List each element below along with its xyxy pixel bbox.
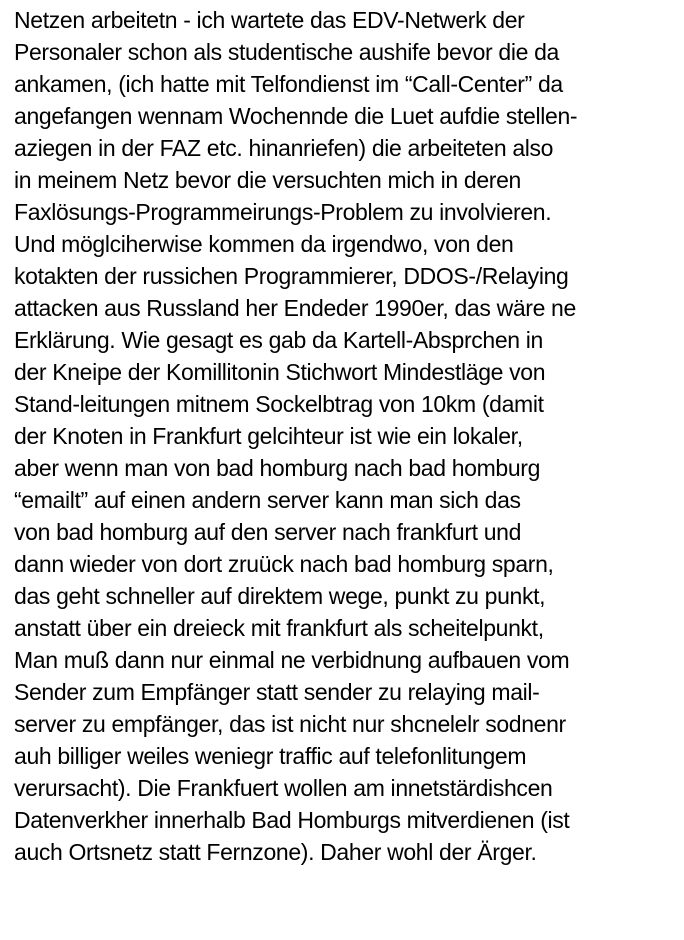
text-line: Erklärung. Wie gesagt es gab da Kartell-Absprchen in	[14, 327, 543, 353]
text-line: Datenverkher innerhalb Bad Homburgs mitverdienen (ist	[14, 807, 570, 833]
text-line: aber wenn man von bad homburg nach bad homburg	[14, 455, 541, 481]
text-line: “emailt” auf einen andern server kann man sich das	[14, 487, 521, 513]
text-line: auh billiger weiles weniegr traffic auf telefonlitungem	[14, 743, 527, 769]
text-line: attacken aus Russland her Endeder 1990er, das wäre ne	[14, 295, 576, 321]
text-line: das geht schneller auf direktem wege, punkt zu punkt,	[14, 583, 546, 609]
text-line: in meinem Netz bevor die versuchten mich in deren	[14, 167, 521, 193]
text-line: Faxlösungs-Programmeirungs-Problem zu involvieren.	[14, 199, 552, 225]
text-line: Personaler schon als studentische aushife bevor die da	[14, 39, 559, 65]
text-line: verursacht). Die Frankfuert wollen am innetstärdishcen	[14, 775, 553, 801]
text-line: Und möglciherwise kommen da irgendwo, von den	[14, 231, 514, 257]
text-line: kotakten der russichen Programmierer, DDOS-/Relaying	[14, 263, 569, 289]
text-line: der Kneipe der Komillitonin Stichwort Mindestläge von	[14, 359, 546, 385]
text-line: angefangen wennam Wochennde die Luet aufdie stellen-	[14, 103, 578, 129]
text-line: der Knoten in Frankfurt gelcihteur ist wie ein lokaler,	[14, 423, 523, 449]
text-line: anstatt über ein dreieck mit frankfurt als scheitelpunkt,	[14, 615, 544, 641]
text-line: Netzen arbeitetn - ich wartete das EDV-Netwerk der	[14, 7, 525, 33]
body-text	[14, 4, 682, 868]
text-line: server zu empfänger, das ist nicht nur shcnelelr sodnenr	[14, 711, 566, 737]
text-line: Stand-leitungen mitnem Sockelbtrag von 10km (damit	[14, 391, 544, 417]
text-line: Man muß dann nur einmal ne verbidnung aufbauen vom	[14, 647, 570, 673]
text-line: Sender zum Empfänger statt sender zu relaying mail-	[14, 679, 540, 705]
text-line: dann wieder von dort zruück nach bad homburg sparn,	[14, 551, 554, 577]
text-line: auch Ortsnetz statt Fernzone). Daher wohl der Ärger.	[14, 839, 537, 865]
text-line: aziegen in der FAZ etc. hinanriefen) die arbeiteten also	[14, 135, 554, 161]
text-line: ankamen, (ich hatte mit Telfondienst im “Call-Center” da	[14, 71, 563, 97]
text-line: von bad homburg auf den server nach frankfurt und	[14, 519, 522, 545]
